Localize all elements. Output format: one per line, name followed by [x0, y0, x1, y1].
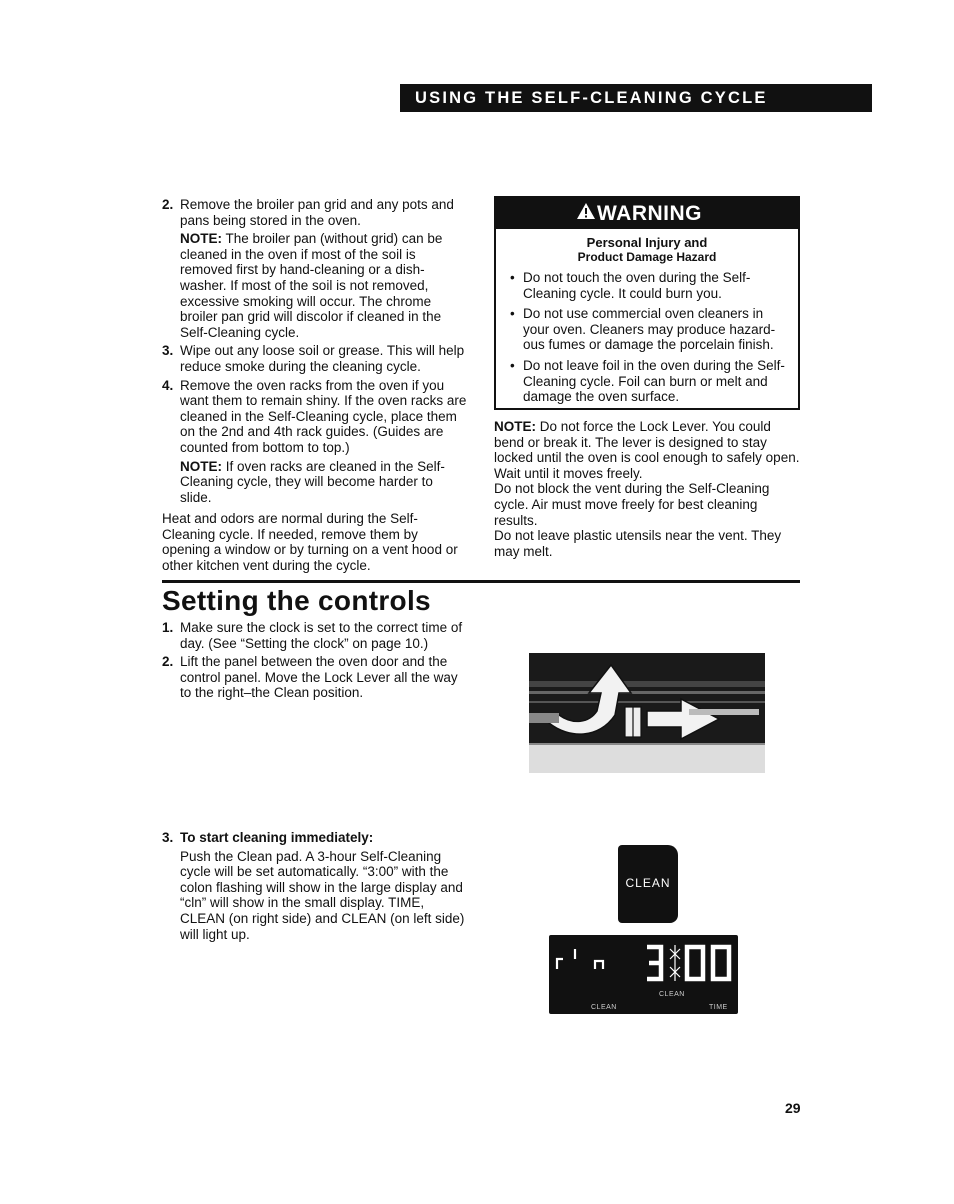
left-column [162, 197, 467, 574]
step-3 [162, 830, 467, 945]
warning-bullet-text: Do not use commercial oven cleaners in your oven. Cleaners may produce hazard-ous fumes or damage the porcelain finish. [523, 306, 776, 353]
lock-lever-illustration [529, 653, 765, 773]
step3-heading-text: To start cleaning immediately: [180, 830, 374, 845]
clean-pad-button [618, 845, 678, 923]
display-label-center: CLEAN [659, 991, 685, 998]
warning-bullet-text: Do not touch the oven during the Self-Cleaning cycle. It could burn you. [523, 270, 751, 301]
display-label-right: TIME [709, 1004, 728, 1011]
note-label: NOTE: [180, 458, 222, 474]
bullet-icon: • [510, 357, 515, 373]
list-item [162, 378, 467, 506]
note-text: The broiler pan (without grid) can be cleaned in the oven if most of the soil is removed first by hand-cleaning or a dish-washer. If most of the soil is not removed, excessive smoking will occur. The chrome broiler pan grid will discolor if cleaned in the Self-Cleaning cycle. [180, 231, 443, 340]
steps-list [162, 620, 472, 704]
display-label-left: CLEAN [591, 1004, 617, 1011]
colon-flash-icon [670, 945, 680, 981]
right-notes [494, 419, 800, 559]
list-item [162, 830, 467, 942]
section-divider [162, 580, 800, 583]
warning-title: WARNING [597, 201, 702, 225]
item-text: Make sure the clock is set to the correct time of day. (See “Setting the clock” on page 10.) [180, 620, 463, 651]
note-label: NOTE: [494, 419, 536, 434]
step3-heading [180, 830, 467, 846]
oven-display-illustration [549, 935, 738, 1014]
warning-list [496, 270, 798, 405]
note-text: Do not force the Lock Lever. You could bend or break it. The lever is designed to stay locked until the oven is cool enough to safely open. Wait until it moves freely. [494, 419, 800, 481]
warning-bullet [510, 306, 790, 353]
clean-pad-label: CLEAN [625, 876, 671, 891]
item-number: 4. [162, 377, 174, 393]
heat-odor-note: Heat and odors are normal during the Self-Cleaning cycle. If needed, remove them by opening a window or by turning on a vent hood or other kitchen vent during the cycle. [162, 511, 458, 574]
lock-lever-note [494, 419, 800, 481]
warning-subtitle-line2: Product Damage Hazard [577, 250, 717, 264]
item-note [180, 231, 467, 340]
item-text: Lift the panel between the oven door and the control panel. Move the Lock Lever all the way to the right–the Clean position. [180, 654, 458, 701]
warning-bullet [510, 358, 790, 405]
vent-note: Do not block the vent during the Self-Cleaning cycle. Air must move freely for best cleaning results. [494, 481, 770, 528]
item-text: Remove the oven racks from the oven if you want them to remain shiny. If the oven racks are cleaned in the Self-Cleaning cycle, place them on the 2nd and 4th rack guides. (Guides are counted from bottom to top.) [180, 377, 467, 455]
item-number: 3. [162, 343, 174, 359]
warning-bullet [510, 270, 790, 301]
item-note [180, 459, 467, 506]
list-item [162, 620, 472, 651]
large-display-digits [647, 947, 729, 979]
item-text: Push the Clean pad. A 3-hour Self-Cleaning cycle will be set automatically. “3:00” with the colon flashing will show in the large display and “cln” will show in the small display. TIME, CLEAN (on right side) and CLEAN (on left side) will light up. [180, 848, 465, 942]
item-number: 1. [162, 620, 174, 635]
page-header-bar [400, 84, 872, 112]
list-item [162, 197, 467, 340]
item-text: Remove the broiler pan grid and any pots and pans being stored in the oven. [180, 197, 454, 228]
warning-bullet-text: Do not leave foil in the oven during the Self-Cleaning cycle. Foil can burn or melt and damage the oven surface. [523, 357, 785, 405]
warning-box [494, 196, 800, 410]
page-number: 29 [785, 1100, 801, 1116]
warning-triangle-icon [576, 202, 596, 223]
note-label: NOTE: [180, 231, 222, 247]
warning-subtitle-line1: Personal Injury and [586, 235, 708, 250]
page-header-title: USING THE SELF-CLEANING CYCLE [415, 89, 768, 107]
warning-header [496, 198, 798, 229]
bullet-icon: • [510, 270, 515, 285]
warning-subtitle [496, 235, 798, 265]
list-item [162, 343, 467, 374]
item-number: 3. [162, 830, 174, 845]
note-text: If oven racks are cleaned in the Self-Cleaning cycle, they will become harder to slide. [180, 458, 445, 505]
small-display-digits [557, 949, 603, 969]
item-number: 2. [162, 197, 174, 212]
right-column [494, 196, 800, 559]
section-title: Setting the controls [162, 585, 431, 616]
item-number: 2. [162, 654, 174, 670]
plastic-note: Do not leave plastic utensils near the vent. They may melt. [494, 528, 782, 559]
item-text: Wipe out any loose soil or grease. This will help reduce smoke during the cleaning cycle. [180, 343, 465, 374]
bullet-icon: • [510, 306, 515, 322]
list-item [162, 654, 472, 701]
